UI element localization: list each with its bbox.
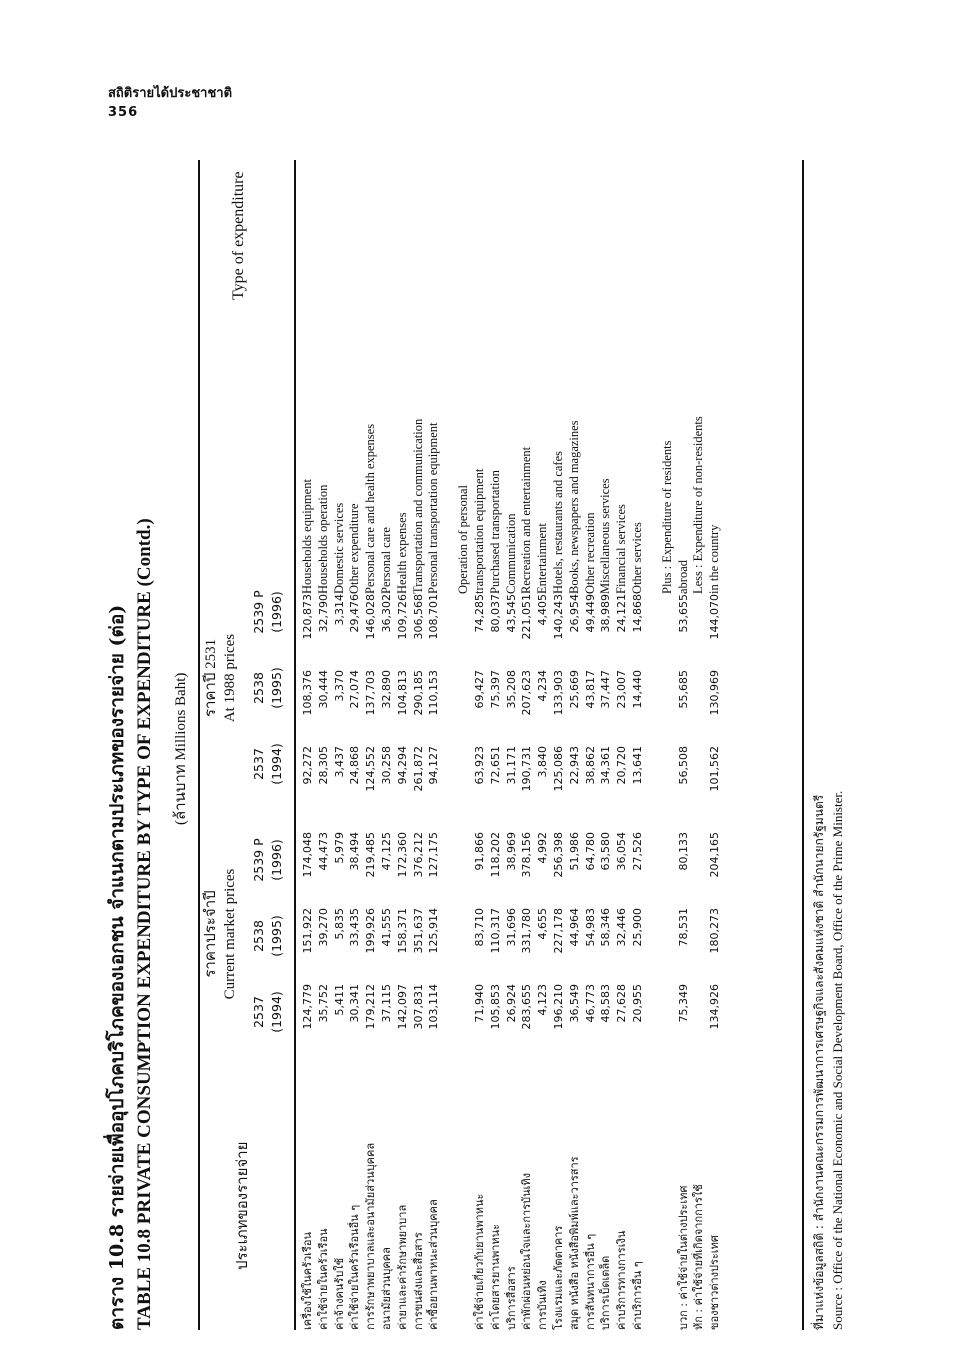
- rotated-table-page: [90, 130, 880, 1330]
- column-gap: [598, 822, 614, 832]
- value-cell: 30,258: [379, 746, 393, 785]
- value-cell: 14,868: [630, 594, 644, 633]
- row-label-thai: [456, 1060, 472, 1330]
- year-ce: (1995): [269, 915, 284, 957]
- group-constant-thai: ราคาปี 2531: [203, 638, 219, 718]
- column-gap: [332, 822, 348, 832]
- value-cell: 63,923: [472, 746, 486, 785]
- value-cell: 125,914: [427, 908, 441, 954]
- value-cell: 101,562: [708, 746, 722, 792]
- column-gap: [519, 822, 535, 832]
- year-header: [250, 898, 286, 974]
- value-cell: 172,360: [395, 832, 409, 878]
- value-cell: 20,955: [630, 984, 644, 1023]
- row-label-thai: สมุด หนังสือ หนังสือพิมพ์และวารสาร: [567, 1156, 581, 1330]
- value-cell: 5,835: [332, 908, 346, 940]
- value-cell: 125,086: [551, 746, 565, 792]
- column-gap: [614, 822, 630, 832]
- value-cell: 137,703: [364, 670, 378, 716]
- column-gap: [411, 822, 427, 832]
- row-label-english: Less : Expenditure of non-residents: [691, 416, 706, 594]
- row-label-thai: ค่าจ้างคนรับใช้: [332, 1257, 346, 1330]
- year-ce: (1995): [269, 667, 284, 709]
- row-label-english: transportation equipment: [471, 468, 486, 594]
- row-spacer: [442, 234, 456, 1330]
- group-current-english: Current market prices: [222, 868, 238, 1000]
- value-cell: 13,641: [630, 746, 644, 785]
- value-cell: 108,701: [427, 594, 441, 640]
- table-row: [551, 234, 567, 1330]
- value-cell: 34,361: [599, 746, 613, 785]
- value-cell: 140,243: [551, 594, 565, 640]
- table-row: [316, 234, 332, 1330]
- value-cell: [456, 746, 472, 822]
- value-cell: 146,028: [364, 594, 378, 640]
- value-cell: 127,175: [427, 832, 441, 878]
- value-cell: 38,989: [599, 594, 613, 633]
- row-label-english: Households operation: [315, 484, 330, 594]
- table-row: [691, 234, 707, 1330]
- value-cell: 25,900: [630, 908, 644, 947]
- value-cell: 58,346: [599, 908, 613, 947]
- value-cell: 80,133: [676, 832, 690, 871]
- value-cell: 151,922: [301, 908, 314, 954]
- value-cell: 307,831: [411, 984, 425, 1030]
- value-cell: 283,655: [520, 984, 534, 1030]
- value-cell: 27,628: [615, 984, 629, 1023]
- value-cell: [691, 670, 707, 746]
- value-cell: 26,924: [504, 984, 518, 1023]
- value-cell: 46,773: [583, 984, 597, 1023]
- value-cell: [691, 908, 707, 984]
- value-cell: 199,926: [364, 908, 378, 954]
- column-gap: [660, 822, 676, 832]
- value-cell: [660, 746, 676, 822]
- value-cell: 39,270: [316, 908, 330, 947]
- column-gap: [535, 822, 551, 832]
- value-cell: 27,526: [630, 832, 644, 871]
- table-row: [363, 234, 379, 1330]
- source-note-english: Source : Office of the National Economic and Social Development Board, Office of the Prime Minister.: [830, 790, 845, 1330]
- value-cell: 94,294: [395, 746, 409, 785]
- value-cell: 36,549: [567, 984, 581, 1023]
- column-gap: [379, 822, 395, 832]
- table-row: [614, 234, 630, 1330]
- column-gap: [630, 822, 646, 832]
- value-cell: 261,872: [411, 746, 425, 792]
- year-be: 2537: [251, 748, 266, 780]
- row-label-thai: การรักษาพยาบาลและอนามัยส่วนบุคคล: [364, 1142, 378, 1330]
- row-label-thai: ค่าใช้จ่ายในครัวเรือนอื่น ๆ: [348, 1204, 362, 1330]
- value-cell: [660, 832, 676, 908]
- value-cell: [691, 594, 707, 670]
- value-cell: 378,156: [520, 832, 534, 878]
- value-cell: 204,165: [708, 832, 722, 878]
- row-label-thai: ค่าซื้อยานพาหนะส่วนบุคคล: [427, 1199, 441, 1330]
- value-cell: 36,302: [379, 594, 393, 633]
- value-cell: 35,208: [504, 670, 518, 709]
- table-row: [583, 234, 599, 1330]
- value-cell: 219,485: [364, 832, 378, 878]
- group-constant-english: At 1988 prices: [222, 633, 238, 723]
- table-row: [332, 234, 348, 1330]
- column-gap: [300, 822, 316, 832]
- row-label-english: Miscellaneous services: [598, 478, 613, 594]
- table-row: [630, 234, 646, 1330]
- row-label-thai: ค่าพักผ่อนหย่อนใจและการบันเทิง: [520, 1172, 534, 1330]
- unit-label: (ล้านบาท Millions Baht): [173, 672, 189, 825]
- column-gap: [488, 822, 504, 832]
- value-cell: 38,862: [583, 746, 597, 785]
- value-cell: 38,494: [348, 832, 362, 871]
- row-label-thai: ค่าโดยสารยานพาหนะ: [488, 1223, 502, 1330]
- value-cell: 306,568: [411, 594, 425, 640]
- row-label-english: Other expenditure: [347, 503, 362, 594]
- value-cell: 72,651: [488, 746, 502, 785]
- row-label-english: Communication: [503, 513, 518, 594]
- row-label-thai: ค่าบริการทางการเงิน: [615, 1230, 629, 1330]
- value-cell: [456, 594, 472, 670]
- value-cell: 35,752: [316, 984, 330, 1023]
- value-cell: 190,731: [520, 746, 534, 792]
- value-cell: [456, 984, 472, 1060]
- row-label-english: Personal care: [378, 527, 393, 594]
- value-cell: 196,210: [551, 984, 565, 1030]
- row-label-thai: บริการเบ็ดเตล็ด: [599, 1255, 613, 1330]
- value-cell: 31,696: [504, 908, 518, 947]
- year-be: 2538: [251, 672, 266, 704]
- table-row: [504, 234, 520, 1330]
- year-be: 2539 P: [251, 838, 266, 882]
- value-cell: 27,074: [348, 670, 362, 709]
- row-label-thai: ค่าใช้จ่ายเกี่ยวกับยานพาหนะ: [472, 1193, 486, 1330]
- value-cell: 144,070: [708, 594, 722, 640]
- column-gap: [347, 822, 363, 832]
- value-cell: 44,473: [316, 832, 330, 871]
- column-gap: [707, 822, 723, 832]
- value-cell: 331,780: [520, 908, 534, 954]
- value-cell: 32,890: [379, 670, 393, 709]
- row-label-thai: การบันเทิง: [536, 1280, 550, 1330]
- column-gap: [691, 822, 707, 832]
- value-cell: 43,545: [504, 594, 518, 633]
- row-label-english: Recreation and entertainment: [519, 446, 534, 594]
- row-label-thai: การสันทนาการอื่น ๆ: [583, 1233, 597, 1330]
- column-gap: [426, 822, 442, 832]
- value-cell: 91,866: [472, 832, 486, 871]
- value-cell: 31,171: [504, 746, 518, 785]
- value-cell: 118,202: [488, 832, 502, 878]
- header-bottom-rule: [294, 160, 296, 1330]
- value-cell: 69,427: [472, 670, 486, 709]
- value-cell: 29,476: [348, 594, 362, 633]
- value-cell: 37,115: [379, 984, 393, 1023]
- value-cell: 124,552: [364, 746, 378, 792]
- table-row: [379, 234, 395, 1330]
- value-cell: 94,127: [427, 746, 441, 785]
- column-gap: [676, 822, 692, 832]
- value-cell: 14,440: [630, 670, 644, 709]
- value-cell: 49,449: [583, 594, 597, 633]
- source-note-thai: ที่มาแห่งข้อมูลสถิติ : สำนักงานคณะกรรมการพัฒนาการเศรษฐกิจและสังคมแห่งชาติ สำนักนายกรัฐมนตรี: [812, 794, 826, 1330]
- page-number: 356: [108, 105, 139, 120]
- row-label-english: Transportation and communication: [410, 418, 425, 594]
- value-cell: 71,940: [472, 984, 486, 1023]
- row-label-english: abroad: [675, 559, 690, 594]
- row-label-thai: บริการสื่อสาร: [504, 1266, 518, 1330]
- value-cell: 180,273: [708, 908, 722, 954]
- value-cell: 23,007: [615, 670, 629, 709]
- column-header-type-thai: ประเภทของรายจ่าย: [233, 1141, 251, 1270]
- row-spacer: [646, 234, 660, 1330]
- value-cell: [456, 832, 472, 908]
- group-header-current: [202, 818, 240, 1050]
- row-label-thai: หัก : ค่าใช้จ่ายที่เกิดจากการใช้: [692, 1184, 706, 1330]
- row-label-thai: อนามัยส่วนบุคคล: [379, 1247, 393, 1330]
- row-label-english: Plus : Expenditure of residents: [659, 440, 674, 594]
- value-cell: 174,048: [301, 832, 314, 878]
- value-cell: [691, 832, 707, 908]
- value-cell: 25,669: [567, 670, 581, 709]
- row-label-thai: เครื่องใช้ในครัวเรือน: [301, 1232, 314, 1330]
- table-row: [676, 234, 692, 1330]
- table-row: [660, 234, 676, 1330]
- table-row: [300, 234, 316, 1330]
- year-be: 2538: [251, 920, 266, 952]
- row-label-thai: การขนส่งและสื่อสาร: [411, 1232, 425, 1330]
- value-cell: 20,720: [615, 746, 629, 785]
- value-cell: [660, 984, 676, 1060]
- row-label-english: Books, newspapers and magazines: [566, 420, 581, 594]
- value-cell: 4,123: [536, 984, 550, 1016]
- row-label-english: Other recreation: [582, 512, 597, 594]
- value-cell: 38,969: [504, 832, 518, 871]
- value-cell: 142,097: [395, 984, 409, 1030]
- row-label-english: Households equipment: [300, 479, 314, 594]
- value-cell: 56,508: [676, 746, 690, 785]
- value-cell: 256,398: [551, 832, 565, 878]
- expenditure-table: [300, 234, 723, 1330]
- value-cell: 3,840: [536, 746, 550, 778]
- value-cell: 105,853: [488, 984, 502, 1030]
- value-cell: 5,979: [332, 832, 346, 864]
- year-be: 2539 P: [251, 590, 266, 634]
- value-cell: [660, 594, 676, 670]
- value-cell: [456, 908, 472, 984]
- value-cell: 290,185: [411, 670, 425, 716]
- table-row: [598, 234, 614, 1330]
- value-cell: 110,153: [427, 670, 441, 716]
- value-cell: [660, 670, 676, 746]
- book-title: สถิติรายได้ประชาชาติ: [108, 86, 233, 101]
- row-label-thai: ค่าบริการอื่น ๆ: [630, 1261, 644, 1330]
- year-header: [250, 822, 286, 898]
- value-cell: 109,726: [395, 594, 409, 640]
- value-cell: 130,969: [708, 670, 722, 716]
- value-cell: 53,655: [676, 594, 690, 633]
- value-cell: [660, 908, 676, 984]
- table-row: [535, 234, 551, 1330]
- year-ce: (1994): [269, 991, 284, 1033]
- column-gap: [316, 822, 332, 832]
- header-top-rule: [198, 160, 200, 1330]
- table-row: [456, 234, 472, 1330]
- value-cell: 64,780: [583, 832, 597, 871]
- column-gap: [504, 822, 520, 832]
- year-ce: (1994): [269, 743, 284, 785]
- value-cell: 207,623: [520, 670, 534, 716]
- row-label-english: Operation of personal: [456, 485, 471, 594]
- group-header-constant: [202, 562, 240, 794]
- row-label-english: Health expenses: [394, 512, 409, 594]
- value-cell: 24,868: [348, 746, 362, 785]
- column-gap: [551, 822, 567, 832]
- year-header: [250, 726, 286, 802]
- table-row: [488, 234, 504, 1330]
- value-cell: 108,376: [301, 670, 314, 716]
- table-row: [519, 234, 535, 1330]
- value-cell: 80,037: [488, 594, 502, 633]
- value-cell: 33,435: [348, 908, 362, 947]
- page-header: [108, 82, 232, 120]
- spacer-cell: [442, 234, 456, 1330]
- value-cell: 376,212: [411, 832, 425, 878]
- row-label-thai: โรงแรมและภัตตาคาร: [551, 1225, 565, 1330]
- table-row: [472, 234, 488, 1330]
- row-label-english: in the country: [707, 524, 722, 594]
- value-cell: 120,873: [301, 594, 314, 640]
- column-gap: [583, 822, 599, 832]
- row-label-thai: ของชาวต่างประเทศ: [708, 1235, 722, 1330]
- row-label-english: Domestic services: [331, 502, 346, 594]
- column-gap: [567, 822, 583, 832]
- value-cell: 48,583: [599, 984, 613, 1023]
- value-cell: 104,813: [395, 670, 409, 716]
- year-header: [250, 574, 286, 650]
- table-title-english: TABLE 10.8 PRIVATE CONSUMPTION EXPENDITURE BY TYPE OF EXPENDITURE (Contd.): [134, 518, 155, 1330]
- column-header-type-english: Type of expenditure: [230, 171, 247, 300]
- table-row: [411, 234, 427, 1330]
- table-row: [395, 234, 411, 1330]
- value-cell: 4,234: [536, 670, 550, 702]
- row-label-english: Entertainment: [535, 523, 550, 594]
- row-label-thai: บวก : ค่าใช้จ่ายในต่างประเทศ: [676, 1185, 690, 1330]
- value-cell: 133,903: [551, 670, 565, 716]
- value-cell: 75,397: [488, 670, 502, 709]
- value-cell: 37,447: [599, 670, 613, 709]
- value-cell: 26,954: [567, 594, 581, 633]
- column-gap: [395, 822, 411, 832]
- value-cell: 32,446: [615, 908, 629, 947]
- value-cell: 30,444: [316, 670, 330, 709]
- value-cell: 103,114: [427, 984, 441, 1030]
- value-cell: 51,986: [567, 832, 581, 871]
- group-current-thai: ราคาประจำปี: [203, 890, 219, 978]
- value-cell: 227,178: [551, 908, 565, 954]
- value-cell: 4,655: [536, 908, 550, 940]
- row-label-english: Financial services: [614, 504, 629, 594]
- column-gap: [456, 822, 472, 832]
- value-cell: 55,685: [676, 670, 690, 709]
- value-cell: 24,121: [615, 594, 629, 633]
- table-row: [567, 234, 583, 1330]
- value-cell: 4,992: [536, 832, 550, 864]
- value-cell: 3,370: [332, 670, 346, 702]
- row-label-thai: ค่ายาและค่ารักษาพยาบาล: [395, 1204, 409, 1330]
- year-ce: (1996): [269, 839, 284, 881]
- year-header: [250, 650, 286, 726]
- value-cell: 5,411: [332, 984, 346, 1016]
- value-cell: 78,531: [676, 908, 690, 947]
- value-cell: [691, 984, 707, 1060]
- year-ce: (1996): [269, 591, 284, 633]
- row-label-english: Personal care and health expenses: [363, 423, 378, 594]
- row-label-english: Personal transportation equipment: [426, 422, 441, 594]
- value-cell: 110,317: [488, 908, 502, 954]
- value-cell: 47,125: [379, 832, 393, 871]
- column-gap: [472, 822, 488, 832]
- value-cell: 43,817: [583, 670, 597, 709]
- row-label-english: Hotels, restaurants and cafes: [550, 451, 565, 594]
- value-cell: 221,051: [520, 594, 534, 640]
- value-cell: 30,341: [348, 984, 362, 1023]
- value-cell: 63,580: [599, 832, 613, 871]
- value-cell: 124,779: [301, 984, 314, 1030]
- row-label-thai: [660, 1060, 676, 1330]
- table-row: [347, 234, 363, 1330]
- year-be: 2537: [251, 996, 266, 1028]
- row-label-thai: ค่าใช้จ่ายในครัวเรือน: [316, 1228, 330, 1330]
- value-cell: 3,437: [332, 746, 346, 778]
- value-cell: 44,964: [567, 908, 581, 947]
- year-header: [250, 974, 286, 1050]
- value-cell: 4,405: [536, 594, 550, 626]
- value-cell: 54,983: [583, 908, 597, 947]
- value-cell: 32,790: [316, 594, 330, 633]
- row-label-english: Other services: [629, 522, 644, 594]
- value-cell: 22,943: [567, 746, 581, 785]
- table-row: [707, 234, 723, 1330]
- value-cell: 36,054: [615, 832, 629, 871]
- value-cell: 74,285: [472, 594, 486, 633]
- value-cell: 134,926: [708, 984, 722, 1030]
- table-row: [426, 234, 442, 1330]
- value-cell: 179,212: [364, 984, 378, 1030]
- spacer-cell: [646, 234, 660, 1330]
- value-cell: [691, 746, 707, 822]
- value-cell: 83,710: [472, 908, 486, 947]
- value-cell: 351,637: [411, 908, 425, 954]
- row-label-english: Purchased transportation: [487, 470, 502, 594]
- value-cell: [456, 670, 472, 746]
- column-gap: [363, 822, 379, 832]
- table-title-thai: ตาราง 10.8 รายจ่ายเพื่ออุปโภคบริโภคของเอกชน จำแนกตามประเภทของรายจ่าย (ต่อ): [106, 604, 128, 1330]
- value-cell: 3,314: [332, 594, 346, 626]
- value-cell: 92,272: [301, 746, 314, 785]
- value-cell: 75,349: [676, 984, 690, 1023]
- value-cell: 28,305: [316, 746, 330, 785]
- table-bottom-rule: [802, 160, 804, 1330]
- value-cell: 158,371: [395, 908, 409, 954]
- value-cell: 41,555: [379, 908, 393, 947]
